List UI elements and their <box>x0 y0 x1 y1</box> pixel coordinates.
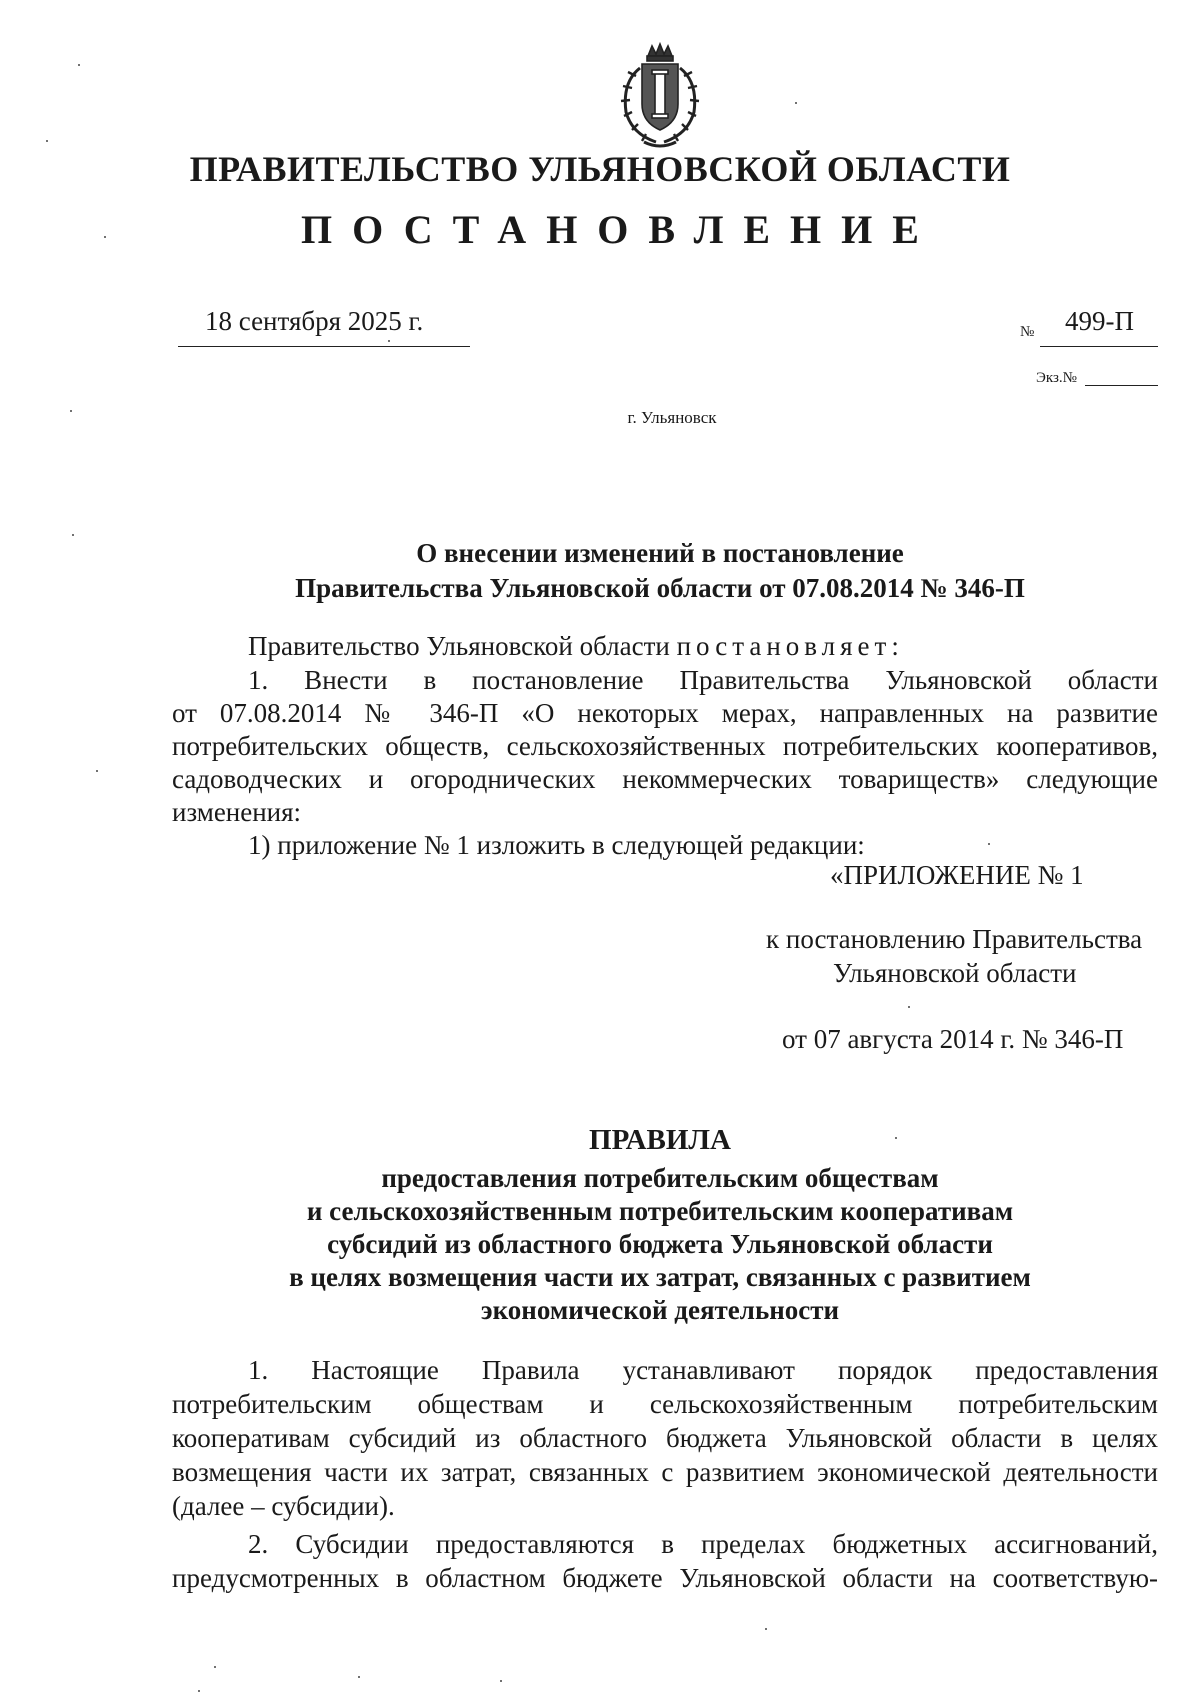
rules-subtitle-line: в целях возмещения части их затрат, связанных с развитием <box>289 1262 1031 1292</box>
document-date: 18 сентября 2025 г. <box>205 306 424 336</box>
paragraph-line: кооперативам субсидий из областного бюджета Ульяновской области в целях <box>172 1423 1158 1453</box>
paragraph-line: потребительским обществам и сельскохозяйственным потребительским <box>172 1389 1158 1419</box>
scan-speck <box>988 843 990 845</box>
paragraph-line: изменения: <box>172 797 302 827</box>
city-name: г. Ульяновск <box>627 408 717 427</box>
scan-speck <box>358 1676 360 1678</box>
subparagraph-line: 1) приложение № 1 изложить в следующей редакции: <box>248 830 865 860</box>
scan-speck <box>214 1666 216 1668</box>
paragraph-line: возмещения части их затрат, связанных с развитием экономической деятельности <box>172 1457 1158 1487</box>
scan-speck <box>908 1006 910 1008</box>
rules-subtitle-line: и сельскохозяйственным потребительским кооперативам <box>306 1196 1014 1226</box>
paragraph-line: (далее – субсидии). <box>172 1491 395 1521</box>
document-subject <box>240 536 1080 606</box>
scan-speck <box>895 1137 897 1139</box>
paragraph-line: 1. Внести в постановление Правительства Ульяновской области <box>248 665 1158 695</box>
rules-subtitle-line: предоставления потребительским обществам <box>381 1163 939 1193</box>
annex-date: от 07 августа 2014 г. № 346-П <box>782 1024 1124 1054</box>
intro-prefix: Правительство Ульяновской области <box>248 631 670 661</box>
rules-subtitle-line: субсидий из областного бюджета Ульяновской области <box>327 1229 993 1259</box>
scan-speck <box>96 770 98 772</box>
scan-speck <box>78 64 80 66</box>
annex-region: Ульяновской области <box>833 958 1077 988</box>
scan-speck <box>795 102 797 104</box>
paragraph-line: 2. Субсидии предоставляются в пределах бюджетных ассигнований, <box>248 1529 1158 1559</box>
annex-reference: к постановлению Правительства <box>766 924 1143 954</box>
copy-number-label: Экз.№ <box>1036 370 1077 386</box>
number-sign: № <box>1020 324 1035 340</box>
subject-line: О внесении изменений в постановление <box>416 538 904 568</box>
government-title: ПРАВИТЕЛЬСТВО УЛЬЯНОВСКОЙ ОБЛАСТИ <box>189 149 1011 189</box>
resolution-intro <box>248 630 904 663</box>
subject-line: Правительства Ульяновской области от 07.08.2014 № 346-П <box>295 573 1025 603</box>
scan-speck <box>765 1628 767 1630</box>
rules-heading: ПРАВИЛА <box>589 1124 731 1156</box>
scan-speck <box>500 1680 502 1682</box>
scan-speck <box>46 140 48 142</box>
scan-speck <box>388 340 390 342</box>
number-underline <box>1040 346 1158 347</box>
scan-speck <box>104 236 106 238</box>
scan-speck <box>72 534 74 536</box>
date-underline <box>178 346 470 347</box>
paragraph-line: от 07.08.2014 № 346-П «О некоторых мерах, направленных на развитие <box>172 698 1158 728</box>
coat-of-arms-icon <box>612 42 708 154</box>
paragraph-line: 1. Настоящие Правила устанавливают порядок предоставления <box>248 1355 1158 1385</box>
rules-subtitle <box>200 1162 1120 1327</box>
paragraph-line: потребительских обществ, сельскохозяйственных потребительских кооперативов, <box>172 731 1158 761</box>
paragraph-line: садоводческих и огороднических некоммерческих товариществ» следующие <box>172 764 1158 794</box>
document-kind-title: ПОСТАНОВЛЕНИЕ <box>301 207 939 252</box>
scan-speck <box>198 1690 200 1692</box>
document-number: 499-П <box>1065 306 1134 336</box>
copy-number-underline <box>1085 385 1158 386</box>
scan-speck <box>70 410 72 412</box>
intro-verb: постановляет: <box>676 631 904 661</box>
paragraph-line: предусмотренных в областном бюджете Ульяновской области на соответствую- <box>172 1563 1158 1593</box>
rules-subtitle-line: экономической деятельности <box>480 1295 840 1325</box>
annex-title: «ПРИЛОЖЕНИЕ № 1 <box>830 860 1084 890</box>
